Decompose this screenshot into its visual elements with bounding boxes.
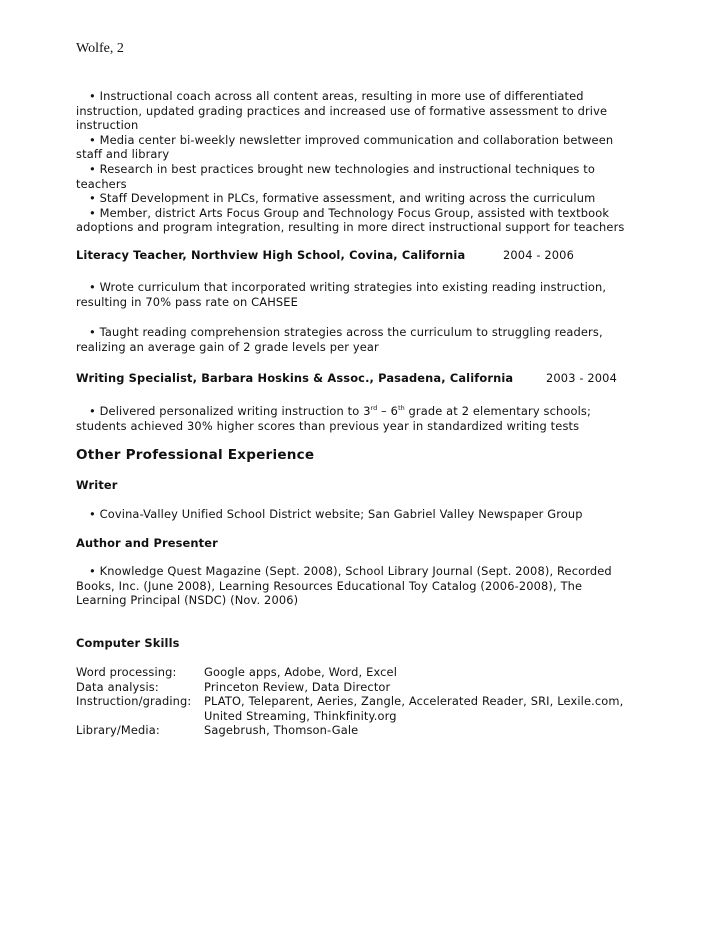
job-bullet [76,401,676,433]
skill-value: Sagebrush, Thomson-Gale [204,723,359,738]
bullet-line: adoptions and program integration, resulting in more direct instructional support for teachers [76,220,625,235]
job-bullet [76,280,676,309]
bullet-line: resulting in 70% pass rate on CAHSEE [76,294,299,309]
skill-value: United Streaming, Thinkfinity.org [204,708,397,723]
bullet-line [76,401,676,419]
computer-skills-list [76,665,623,738]
job-dates-writing-specialist: 2003 - 2004 [546,371,617,385]
bullet-line: • Member, district Arts Focus Group and Technology Focus Group, assisted with textbook [89,205,610,220]
subheading-writer: Writer [76,478,118,492]
skill-label: Instruction/grading: [76,694,192,709]
author-bullet [76,564,676,608]
skill-label: Library/Media: [76,723,160,738]
bullet-line: students achieved 30% higher scores than previous year in standardized writing tests [76,418,580,433]
superscript: rd [370,404,378,412]
bullet-line: • Research in best practices brought new technologies and instructional techniques to [89,161,595,176]
bullet-line: • Media center bi-weekly newsletter improved communication and collaboration between [89,132,614,147]
skill-row [76,694,623,709]
bullet-line: • Instructional coach across all content areas, resulting in more use of differentiated [89,89,584,103]
skill-row [76,709,623,724]
job-title-writing-specialist: Writing Specialist, Barbara Hoskins & Assoc., Pasadena, California [76,371,514,385]
bullet-text: grade at 2 elementary schools; [404,404,591,418]
skill-value: Google apps, Adobe, Word, Excel [204,665,398,679]
bullet-line: • Wrote curriculum that incorporated writing strategies into existing reading instruction, [89,280,607,294]
bullet-line: • Staff Development in PLCs, formative assessment, and writing across the curriculum [89,191,596,206]
skill-label: Data analysis: [76,679,159,694]
writer-bullet [76,507,676,522]
bullet-line: realizing an average gain of 2 grade levels per year [76,339,379,354]
bullet-line: • Taught reading comprehension strategies across the curriculum to struggling readers, [89,325,603,339]
bullet-line: instruction, updated grading practices and increased use of formative assessment to drive [76,103,608,118]
section-title-other-experience: Other Professional Experience [76,447,315,463]
bullet-line: teachers [76,176,127,191]
superscript: th [398,404,405,412]
subheading-author-presenter: Author and Presenter [76,536,218,550]
bullet-text: – 6 [377,404,399,418]
bullet-text: • Delivered personalized writing instruction to 3 [89,404,371,418]
skill-row [76,665,623,680]
bullet-line: • Knowledge Quest Magazine (Sept. 2008), School Library Journal (Sept. 2008), Recorded [89,564,612,578]
skill-label: Word processing: [76,665,177,679]
bullet-line: instruction [76,118,139,133]
job-bullet [76,325,676,354]
job-title-literacy-teacher: Literacy Teacher, Northview High School, Covina, California [76,248,466,262]
skill-label [76,709,204,724]
job-dates-literacy-teacher: 2004 - 2006 [503,248,574,262]
bullet-line: Learning Principal (NSDC) (Nov. 2006) [76,593,299,608]
bullet-group-coaching [76,89,676,235]
skill-row [76,680,623,695]
bullet-line: • Covina-Valley Unified School District website; San Gabriel Valley Newspaper Group [89,507,583,521]
skill-value: PLATO, Teleparent, Aeries, Zangle, Accelerated Reader, SRI, Lexile.com, [204,694,624,709]
bullet-line: Books, Inc. (June 2008), Learning Resources Educational Toy Catalog (2006-2008), The [76,578,583,593]
bullet-line: staff and library [76,147,170,162]
skill-value: Princeton Review, Data Director [204,679,391,694]
running-header: Wolfe, 2 [76,41,124,56]
skill-row [76,723,623,738]
section-title-computer-skills: Computer Skills [76,636,180,650]
